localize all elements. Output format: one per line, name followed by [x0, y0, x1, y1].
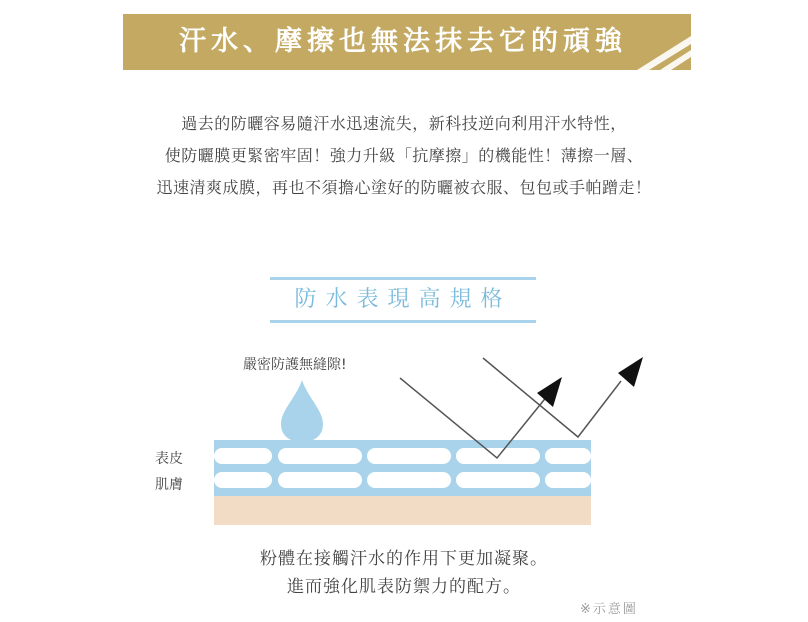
tight-protection-label: 嚴密防護無縫隙!: [243, 357, 347, 373]
skin-surface-label: 表皮: [155, 451, 183, 467]
skin-layer: [214, 496, 591, 525]
banner-title: 汗水、摩擦也無法抹去它的頑強: [179, 26, 627, 57]
arrow-head-2: [618, 357, 643, 387]
caption-line-1: 粉體在接觸汗水的作用下更加凝聚。: [260, 549, 548, 569]
water-drop-icon: [281, 380, 323, 442]
intro-line: 迅速清爽成膜，再也不須擔心塗好的防曬被衣服、包包或手帕蹭走！: [156, 178, 652, 197]
illustration-note: ※示意圖: [580, 602, 638, 617]
arrow-head-1: [537, 377, 562, 407]
caption-line-2: 進而強化肌表防禦力的配方。: [287, 577, 521, 597]
skin-label: 肌膚: [155, 477, 183, 493]
intro-line: 使防曬膜更緊密牢固！強力升級「抗摩擦」的機能性！薄擦一層、: [164, 146, 644, 165]
intro-line: 過去的防曬容易隨汗水迅速流失，新科技逆向利用汗水特性，: [181, 114, 627, 133]
section-title: 防水表現高規格: [294, 287, 512, 312]
